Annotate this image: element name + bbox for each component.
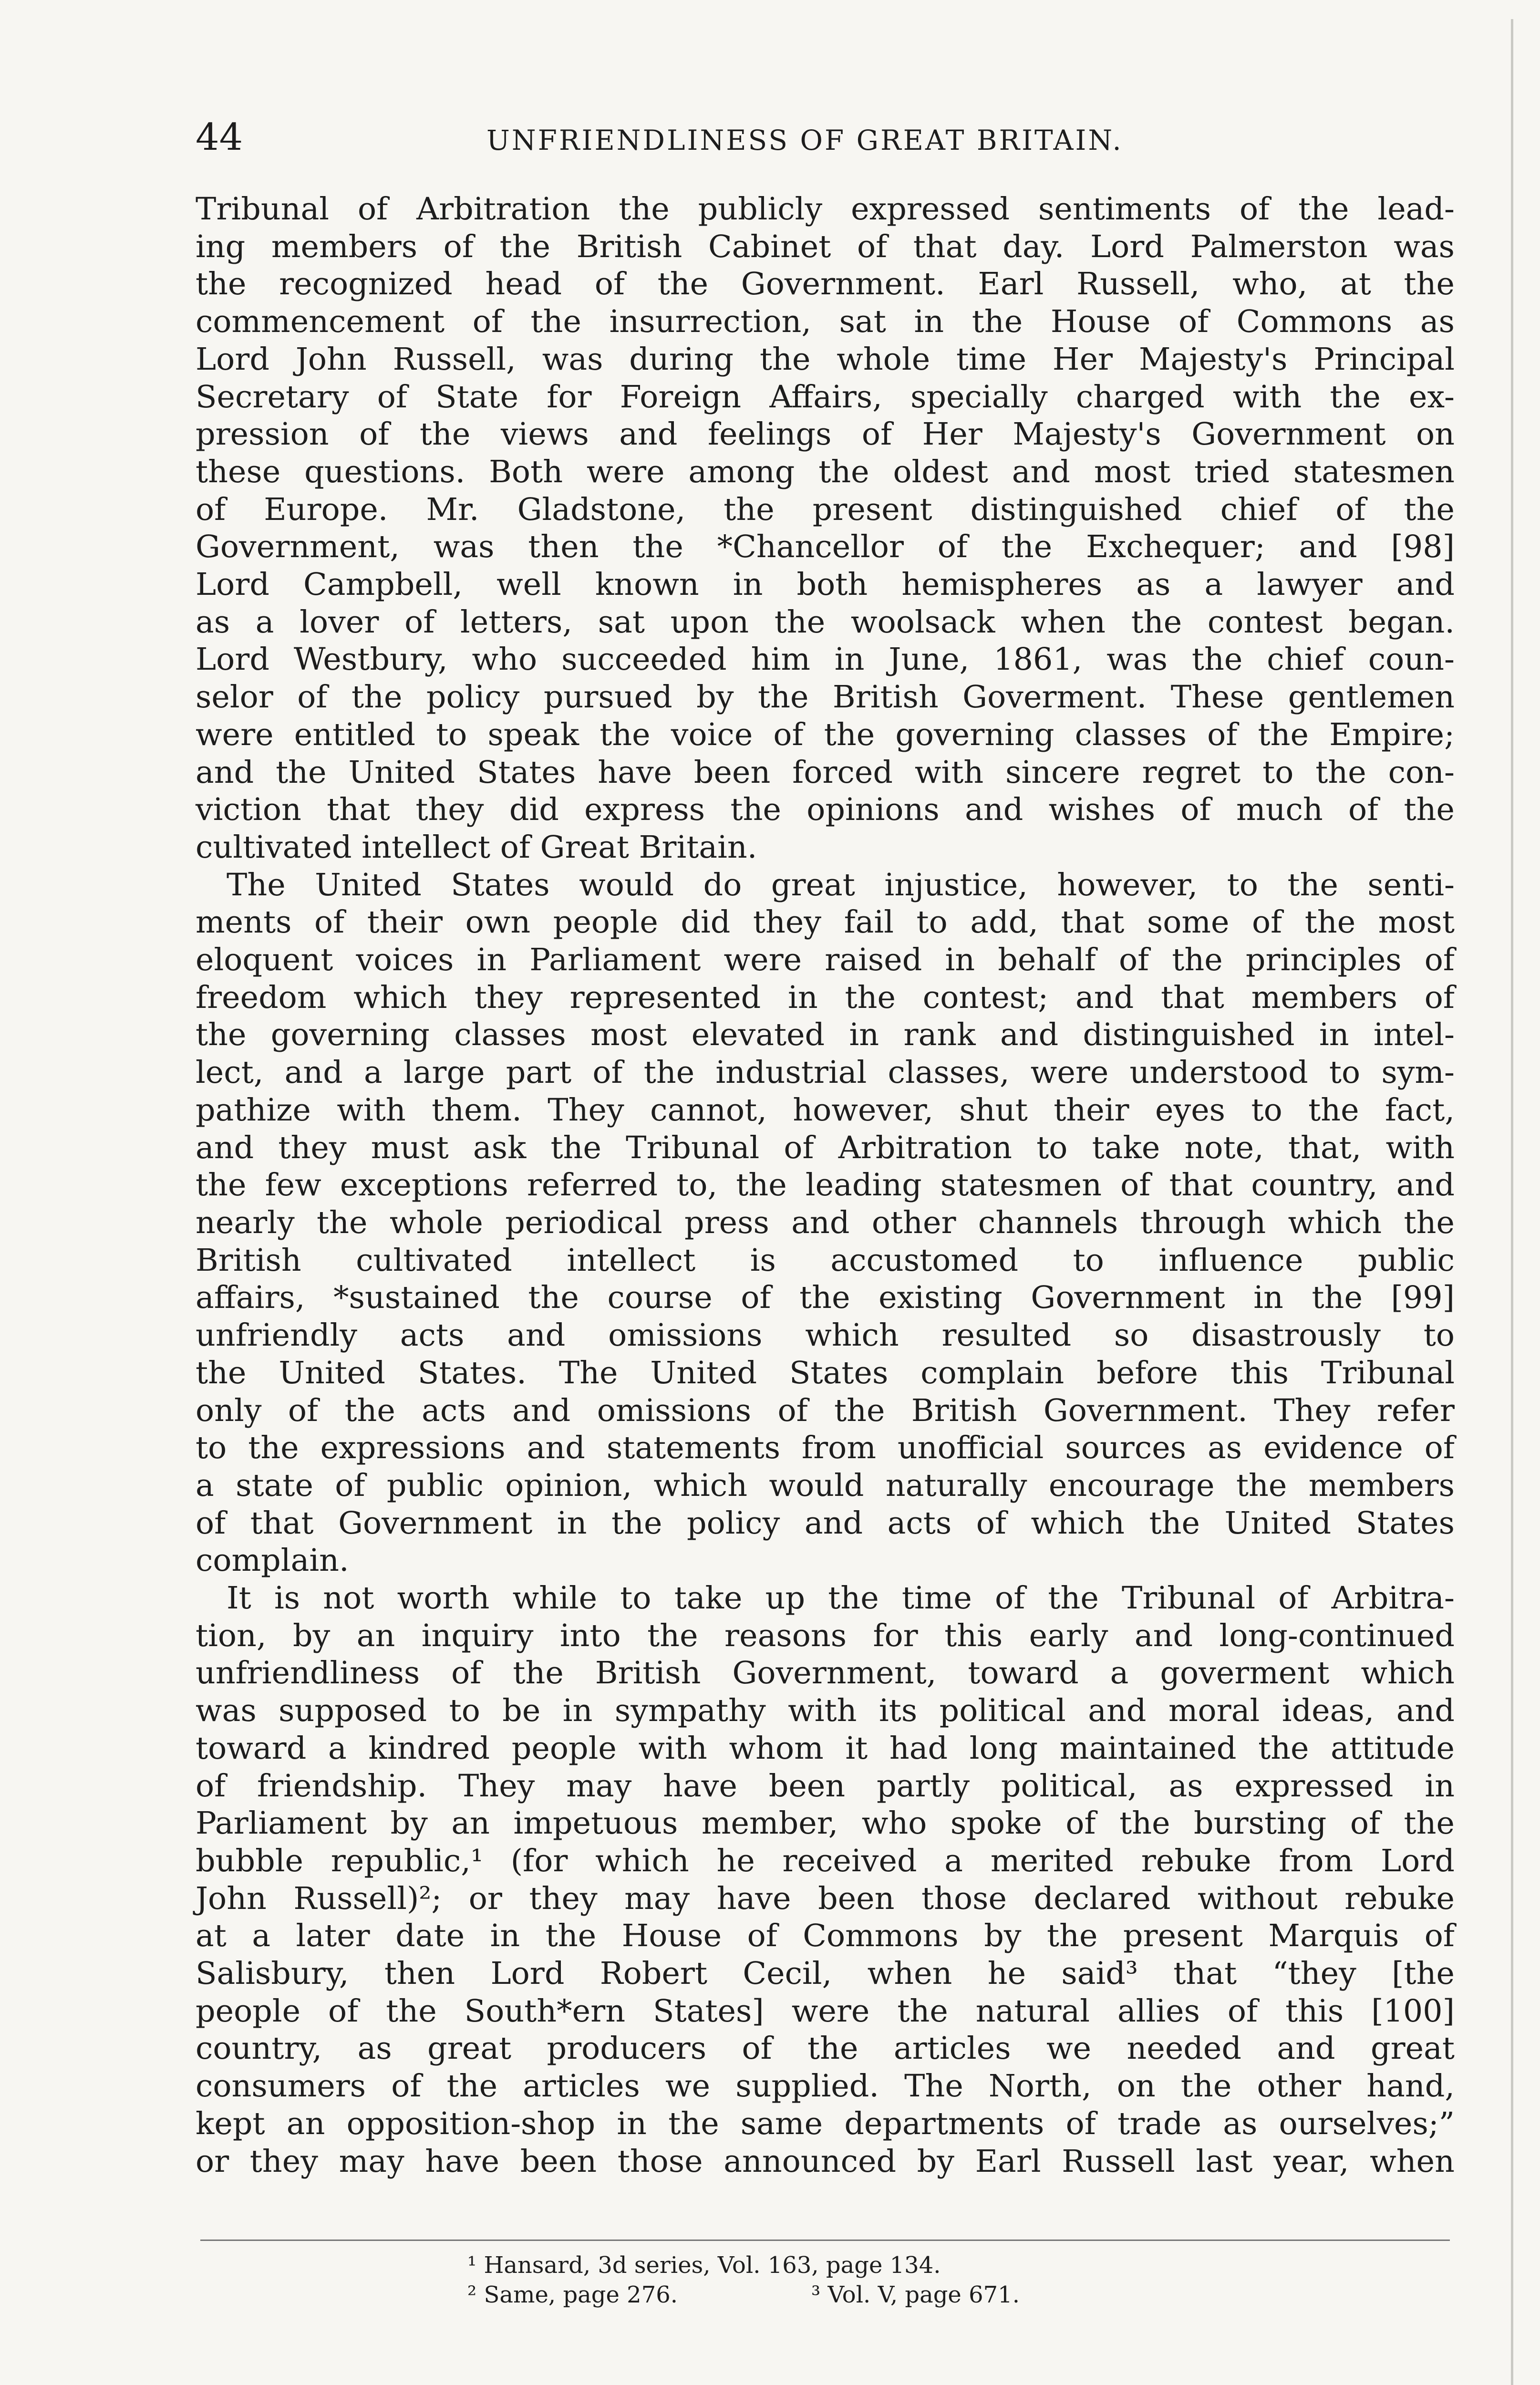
body-line: viction that they did express the opinions and wishes of much of the [196, 792, 1455, 828]
body-line: and they must ask the Tribunal of Arbitration to take note, that, with [196, 1130, 1455, 1166]
body-line: tion, by an inquiry into the reasons for this early and long-continued [196, 1618, 1455, 1654]
body-line: It is not worth while to take up the time of the Tribunal of Arbitra- [227, 1580, 1455, 1617]
page-header [196, 114, 1459, 166]
body-line: the United States. The United States complain before this Tribunal [196, 1355, 1455, 1391]
body-line: of Europe. Mr. Gladstone, the present distinguished chief of the [196, 491, 1455, 528]
body-line: a state of public opinion, which would naturally encourage the members [196, 1467, 1455, 1504]
footnote-row [467, 2280, 1326, 2310]
body-line: Tribunal of Arbitration the publicly expressed sentiments of the lead- [196, 191, 1455, 227]
body-line: these questions. Both were among the oldest and most tried statesmen [196, 454, 1455, 490]
body-line: consumers of the articles we supplied. The North, on the other hand, [196, 2068, 1455, 2105]
body-line: only of the acts and omissions of the British Government. They refer [196, 1392, 1455, 1429]
body-line: pression of the views and feelings of Her Majesty's Government on [196, 416, 1455, 453]
footnote-3: ³ Vol. V, page 671. [811, 2281, 1020, 2308]
body-line: kept an opposition-shop in the same departments of trade as ourselves;” [196, 2105, 1455, 2142]
body-line: Salisbury, then Lord Robert Cecil, when he said³ that “they [the [196, 1956, 1455, 1992]
body-line: Lord John Russell, was during the whole time Her Majesty's Principal [196, 341, 1455, 377]
body-line: pathize with them. They cannot, however, shut their eyes to the fact, [196, 1092, 1455, 1128]
body-text [196, 191, 1455, 2180]
body-line: cultivated intellect of Great Britain. [196, 829, 757, 865]
footnotes [467, 2250, 1326, 2310]
body-line: lect, and a large part of the industrial classes, were understood to sym- [196, 1055, 1455, 1091]
body-line: freedom which they represented in the contest; and that members of [196, 979, 1455, 1016]
body-line: affairs, *sustained the course of the existing Government in the [99] [196, 1280, 1455, 1316]
body-line: Secretary of State for Foreign Affairs, specially charged with the ex- [196, 379, 1455, 415]
body-line: commencement of the insurrection, sat in the House of Commons as [196, 304, 1455, 340]
body-line: the recognized head of the Government. Earl Russell, who, at the [196, 266, 1455, 302]
body-line: toward a kindred people with whom it had long maintained the attitude [196, 1730, 1455, 1766]
body-line: ments of their own people did they fail to add, that some of the most [196, 904, 1455, 941]
running-head: UNFRIENDLINESS OF GREAT BRITAIN. [486, 124, 1123, 156]
page-edge-rule [1511, 19, 1513, 2385]
body-line: British cultivated intellect is accustomed to influence public [196, 1242, 1455, 1278]
body-line: complain. [196, 1543, 349, 1579]
body-line: the governing classes most elevated in rank and distinguished in intel- [196, 1017, 1455, 1053]
body-line: Government, was then the *Chancellor of the Exchequer; and [98] [196, 529, 1455, 565]
body-line: Lord Campbell, well known in both hemispheres as a lawyer and [196, 567, 1455, 603]
body-line: at a later date in the House of Commons by the present Marquis of [196, 1918, 1455, 1954]
footnote-1: ¹ Hansard, 3d series, Vol. 163, page 134. [467, 2252, 941, 2279]
body-line: of that Government in the policy and acts of which the United States [196, 1505, 1455, 1541]
body-line: as a lover of letters, sat upon the woolsack when the contest began. [196, 604, 1455, 640]
body-line: the few exceptions referred to, the leading statesmen of that country, and [196, 1167, 1455, 1203]
body-line: of friendship. They may have been partly political, as expressed in [196, 1768, 1455, 1804]
body-line: to the expressions and statements from unofficial sources as evidence of [196, 1430, 1455, 1466]
body-line: country, as great producers of the articles we needed and great [196, 2031, 1455, 2067]
footnote-2: ² Same, page 276. [467, 2281, 678, 2308]
body-line: unfriendliness of the British Government, toward a goverment which [196, 1655, 1455, 1691]
body-line: The United States would do great injustice, however, to the senti- [227, 867, 1455, 903]
body-line: or they may have been those announced by Earl Russell last year, when [196, 2143, 1455, 2179]
body-line: unfriendly acts and omissions which resulted so disastrously to [196, 1317, 1455, 1354]
body-line: people of the South*ern States] were the natural allies of this [100] [196, 1993, 1455, 2029]
body-line: Parliament by an impetuous member, who spoke of the bursting of the [196, 1805, 1455, 1842]
body-line: selor of the policy pursued by the British Goverment. These gentlemen [196, 679, 1455, 716]
body-line: nearly the whole periodical press and other channels through which the [196, 1204, 1455, 1241]
page-number: 44 [196, 116, 243, 159]
body-line: were entitled to speak the voice of the governing classes of the Empire; [196, 716, 1455, 753]
body-line: John Russell)²; or they may have been those declared without rebuke [196, 1880, 1455, 1917]
body-line: ing members of the British Cabinet of that day. Lord Palmerston was [196, 228, 1455, 265]
body-line: was supposed to be in sympathy with its political and moral ideas, and [196, 1693, 1455, 1729]
body-line: Lord Westbury, who succeeded him in June, 1861, was the chief coun- [196, 642, 1455, 678]
body-line: eloquent voices in Parliament were raised in behalf of the principles of [196, 942, 1455, 978]
footnote-divider [200, 2240, 1450, 2241]
body-line: bubble republic,¹ (for which he received a merited rebuke from Lord [196, 1843, 1455, 1879]
body-line: and the United States have been forced with sincere regret to the con- [196, 754, 1455, 790]
